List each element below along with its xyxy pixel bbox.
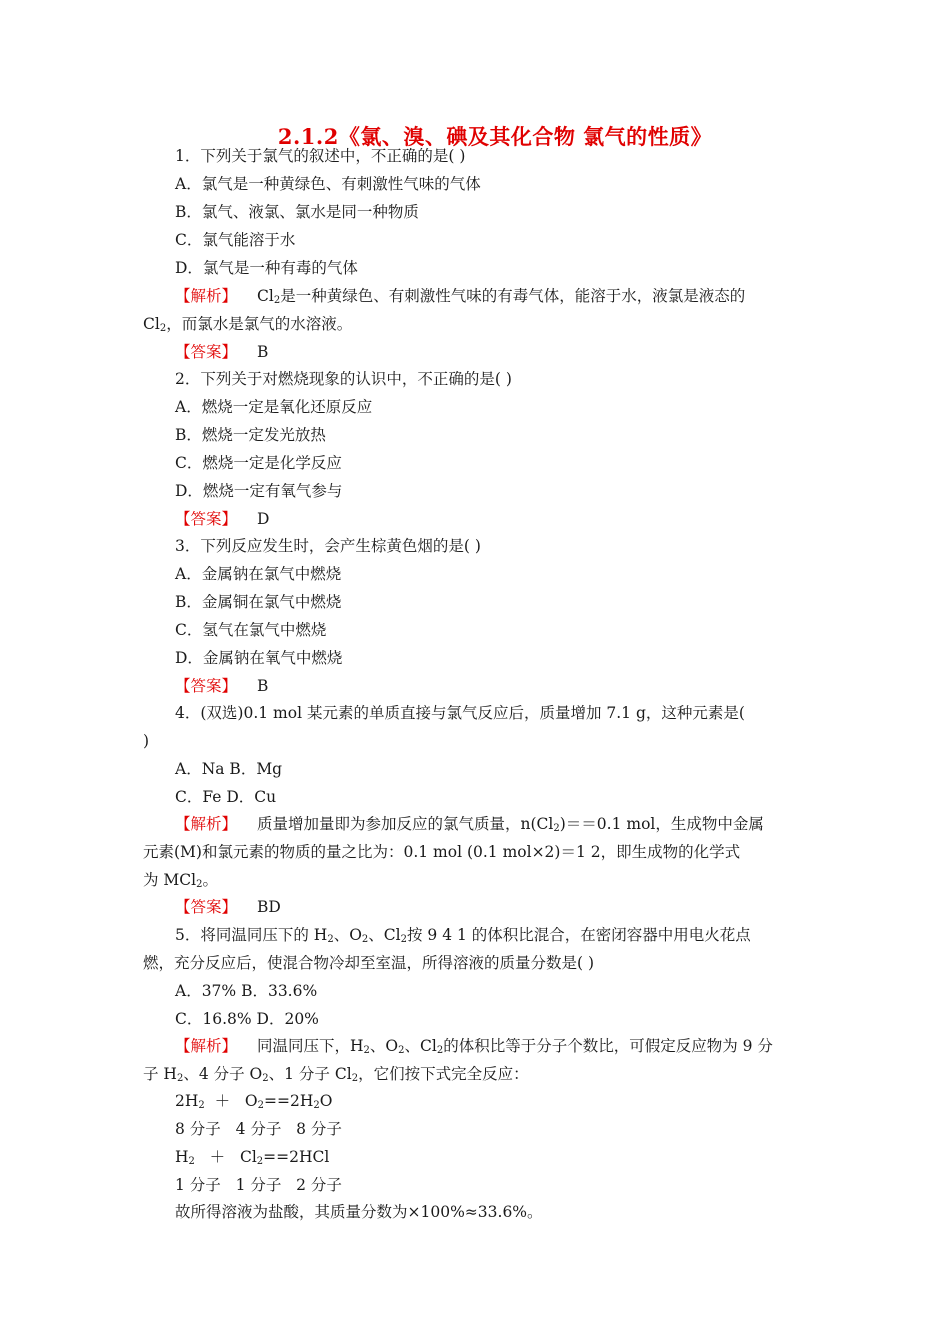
q4-analysis-line1: 【解析】 质量增加量即为参加反应的氯气质量，$n(Cl_2)==0.1$ mol，生成物中金属 [175, 815, 764, 834]
analysis-tag: 【解析】 [175, 287, 238, 305]
q2-option-a: A．燃烧一定是氧化还原反应 [175, 398, 373, 416]
q1-option-a: A．氯气是一种黄绿色、有刺激性气味的气体 [175, 175, 481, 193]
answer-tag: 【答案】 [175, 677, 238, 695]
q2-stem: 2．下列关于对燃烧现象的认识中，不正确的是( ) [175, 370, 512, 388]
q1-option-b: B．氯气、液氯、氯水是同一种物质 [175, 203, 419, 221]
analysis-tag: 【解析】 [175, 815, 238, 833]
q1-option-c: C．氯气能溶于水 [175, 231, 296, 249]
q3-stem: 3．下列反应发生时，会产生棕黄色烟的是( ) [175, 537, 481, 555]
q3-option-a: A．金属钠在氯气中燃烧 [175, 565, 342, 583]
q5-options-row1: A．37% B．33.6% [175, 982, 318, 1000]
answer-tag: 【答案】 [175, 898, 238, 916]
q3-option-b: B．金属铜在氯气中燃烧 [175, 593, 342, 611]
analysis-tag: 【解析】 [175, 1037, 238, 1055]
q3-option-c: C．氢气在氯气中燃烧 [175, 621, 327, 639]
q4-options-row1: A．Na B．Mg [175, 760, 283, 778]
q5-conclusion: 故所得溶液为盐酸，其质量分数为×100%≈33.6%。 [175, 1203, 543, 1221]
page-title: 2.1.2《氯、溴、碘及其化合物 氯气的性质》 [277, 124, 713, 149]
q2-option-d: D．燃烧一定有氧气参与 [175, 482, 343, 500]
answer-tag: 【答案】 [175, 343, 238, 361]
q1-analysis-line2: $Cl_2$，而氯水是氯气的水溶液。 [143, 315, 353, 334]
q5-equation-1: $2H_2 + O_2==2H_2O$ [175, 1092, 333, 1111]
answer-tag: 【答案】 [175, 510, 238, 528]
q5-analysis-line1: 【解析】 同温同压下，$H_2$、$O_2$、$Cl_2$的体积比等于分子个数比，可假定反应物为 9 分 [175, 1037, 773, 1056]
q1-stem: 1．下列关于氯气的叙述中，不正确的是( ) [175, 147, 466, 165]
q4-analysis-line2: 元素(M)和氯元素的物质的量之比为：0.1 mol (0.1 mol×2)＝1 2，即生成物的化学式 [143, 843, 741, 861]
q5-stem-line2: 燃，充分反应后，使混合物冷却至室温，所得溶液的质量分数是( ) [143, 954, 595, 972]
q5-options-row2: C．16.8% D．20% [175, 1010, 319, 1028]
q5-equation-2: $H_2 + Cl_2==2HCl$ [175, 1148, 330, 1167]
q4-stem-line2: ) [143, 732, 150, 750]
q1-analysis-line1: 【解析】 $Cl_2$是一种黄绿色、有刺激性气味的有毒气体，能溶于水，液氯是液态的 [175, 287, 746, 306]
q4-answer: 【答案】 BD [175, 898, 281, 916]
q4-analysis-line3: 为 MCl$_2$。 [143, 871, 219, 890]
q5-analysis-line2: 子 $H_2$、4 分子 $O_2$、1 分子 $Cl_2$，它们按下式完全反应： [143, 1065, 529, 1084]
q3-option-d: D．金属钠在氧气中燃烧 [175, 649, 343, 667]
q4-options-row2: C．Fe D．Cu [175, 788, 277, 806]
q5-stem-line1: 5．将同温同压下的 $H_2$、$O_2$、$Cl_2$按 9 4 1 的体积比混合，在密闭容器中用电火花点 [175, 926, 751, 945]
q1-option-d: D．氯气是一种有毒的气体 [175, 259, 358, 277]
q2-answer: 【答案】 D [175, 510, 270, 528]
q2-option-b: B．燃烧一定发光放热 [175, 426, 326, 444]
q2-option-c: C．燃烧一定是化学反应 [175, 454, 342, 472]
q5-equation-1-counts: 8 分子 4 分子 8 分子 [175, 1120, 342, 1138]
q3-answer: 【答案】 B [175, 677, 269, 695]
q5-equation-2-counts: 1 分子 1 分子 2 分子 [175, 1176, 342, 1194]
q1-answer: 【答案】 B [175, 343, 269, 361]
q4-stem-line1: 4．(双选)0.1 mol 某元素的单质直接与氯气反应后，质量增加 7.1 g，这种元素是( [175, 704, 745, 722]
